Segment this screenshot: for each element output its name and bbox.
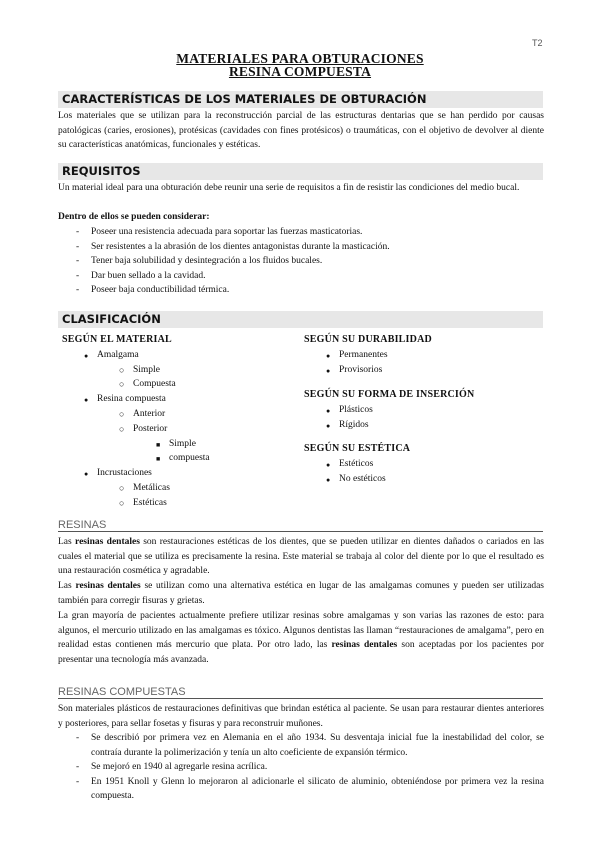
clasificacion-insercion <box>304 388 544 432</box>
list-item: ○ Estéticas <box>62 496 292 511</box>
section-header-resinas-compuestas <box>58 684 543 699</box>
requisitos-subheading: Dentro de ellos se pueden considerar: <box>58 212 210 222</box>
list-item: - En 1951 Knoll y Glenn lo mejoraron al adicionarle el silicato de aluminio, obteniéndose por primera vez la resina compuesta. <box>58 775 544 804</box>
compuestas-intro: Son materiales plásticos de restauraciones definitivas que brindan estética al paciente. Se usan para restaurar dientes anteriores y posteriores, para sellar fosetas y fisuras y para reconstruir muñones. <box>58 704 544 729</box>
resinas-paragraph-3: La gran mayoría de pacientes actualmente prefiere utilizar resinas sobre amalgamas y son varias las razones de esto: para algunos, el mercurio utilizado en las amalgamas es tóxico. Algunos dentistas las llaman “restauraciones de amalgama”, pero en realidad estas contienen más mercurio que plata. Por otro lado, las resinas dentales son aceptadas por los pacientes por presentar una tecnología más avanzada. <box>58 611 544 665</box>
section-header-clasificacion <box>58 311 543 328</box>
list-item: ○ Anterior <box>62 407 292 422</box>
section-title: CLASIFICACIÓN <box>62 312 161 326</box>
section-title: REQUISITOS <box>62 164 141 178</box>
list-item: ■ compuesta <box>62 451 292 466</box>
document-subtitle: RESINA COMPUESTA <box>228 64 372 79</box>
list-item: - Dar buen sellado a la cavidad. <box>58 269 544 284</box>
list-item: ○ Posterior <box>62 422 292 437</box>
list-item: ● Plásticos <box>304 403 544 418</box>
list-item: ● Provisorios <box>304 363 544 378</box>
compuestas-list <box>58 731 544 804</box>
requisitos-intro: Un material ideal para una obturación debe reunir una serie de requisitos a fin de resistir las condiciones del medio bucal. <box>58 183 520 193</box>
section-header-resinas <box>58 517 543 532</box>
list-item: ■ Simple <box>62 437 292 452</box>
list-item: ○ Simple <box>62 363 292 378</box>
section-title: RESINAS COMPUESTAS <box>58 686 186 698</box>
section-title: CARACTERÍSTICAS DE LOS MATERIALES DE OBTURACIÓN <box>62 92 427 106</box>
resinas-paragraph-1: Las resinas dentales son restauraciones estéticas de los dientes, que se pueden utilizar en dientes dañados o cariados en las cuales el material que se utiliza es precisamente la resina. Este material se trabaja al color del diente por lo que el resultado es una restauración cosmética y agradable. <box>58 537 545 577</box>
durabilidad-heading: SEGÚN SU DURABILIDAD <box>304 334 432 345</box>
document-title: MATERIALES PARA OBTURACIONES <box>176 51 424 66</box>
list-item: - Ser resistentes a la abrasión de los dientes antagonistas durante la masticación. <box>58 240 544 255</box>
list-item: ● Estéticos <box>304 457 544 472</box>
section-title: RESINAS <box>58 519 107 531</box>
list-item: - Tener baja solubilidad y desintegración a los fluidos bucales. <box>58 254 544 269</box>
list-item: - Se mejoró en 1940 al agregarle resina acrílica. <box>58 760 544 775</box>
material-heading: SEGÚN EL MATERIAL <box>62 334 172 345</box>
page-number: T2 <box>532 38 543 48</box>
clasificacion-material <box>62 333 292 511</box>
insercion-heading: SEGÚN SU FORMA DE INSERCIÓN <box>304 389 475 400</box>
list-item: ● Amalgama <box>62 348 292 363</box>
list-item: - Poseer una resistencia adecuada para soportar las fuerzas masticatorias. <box>58 225 544 240</box>
list-item: ● Permanentes <box>304 348 544 363</box>
caracteristicas-paragraph: Los materiales que se utilizan para la reconstrucción parcial de las estructuras dentarias que se han perdido por causas patológicas (caries, erosiones), protésicas (cavidades con fines protésicos) o traumáticas, con el objetivo de devolver al diente su características anatómicas, funcionales y estéticas. <box>58 111 544 151</box>
requisitos-list <box>58 225 544 298</box>
list-item: ○ Metálicas <box>62 481 292 496</box>
section-header-caracteristicas <box>58 91 543 108</box>
section-header-requisitos <box>58 163 543 180</box>
list-item: - Poseer baja conductibilidad térmica. <box>58 283 544 298</box>
list-item: - Se describió por primera vez en Alemania en el año 1934. Su desventaja inicial fue la inestabilidad del color, se contraía durante la polimerización y tenía un alto coeficiente de expansión térmico. <box>58 731 544 760</box>
list-item: ● Rígidos <box>304 418 544 433</box>
list-item: ○ Compuesta <box>62 377 292 392</box>
resinas-paragraph-2: Las resinas dentales se utilizan como una alternativa estética en lugar de las amalgamas comunes y pueden ser utilizadas también para corregir fisuras y grietas. <box>58 581 545 606</box>
list-item: ● No estéticos <box>304 472 544 487</box>
estetica-heading: SEGÚN SU ESTÉTICA <box>304 443 411 454</box>
clasificacion-estetica <box>304 442 544 486</box>
list-item: ● Resina compuesta <box>62 392 292 407</box>
clasificacion-durabilidad <box>304 333 544 377</box>
list-item: ● Incrustaciones <box>62 466 292 481</box>
